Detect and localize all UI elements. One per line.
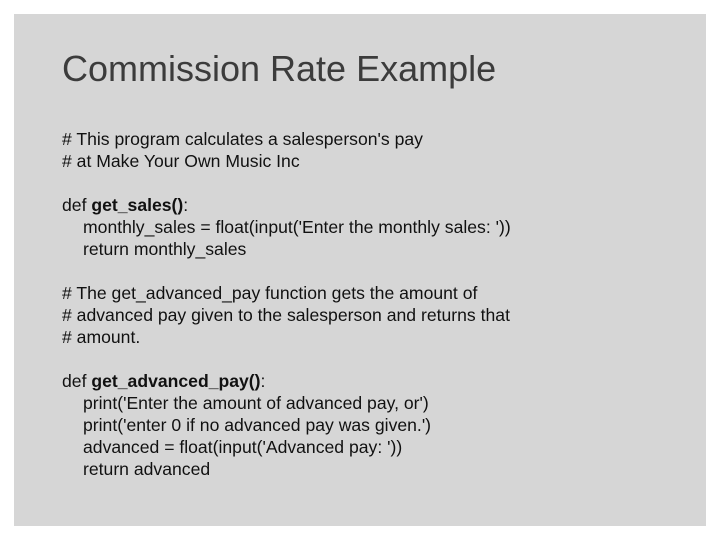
function-definition-line [62, 194, 682, 216]
blank-line [62, 260, 682, 282]
code-comment-line: # This program calculates a salesperson's pay [62, 129, 423, 149]
def-colon: : [183, 195, 189, 215]
code-line: return monthly_sales [83, 239, 247, 259]
slide-title: Commission Rate Example [62, 48, 497, 89]
blank-line [62, 348, 682, 370]
function-definition-line [62, 370, 682, 392]
code-line: advanced = float(input('Advanced pay: ')) [83, 437, 403, 457]
code-line: print('Enter the amount of advanced pay, or') [83, 393, 429, 413]
code-comment-line: # The get_advanced_pay function gets the amount of [62, 283, 478, 303]
code-line: return advanced [83, 459, 211, 479]
code-line: print('enter 0 if no advanced pay was given.') [83, 415, 432, 435]
code-comment-line: # amount. [62, 327, 141, 347]
blank-line [62, 172, 682, 194]
def-keyword: def [62, 371, 92, 391]
def-colon: : [260, 371, 266, 391]
def-keyword: def [62, 195, 92, 215]
function-name: get_advanced_pay() [91, 371, 261, 391]
function-name: get_sales() [91, 195, 184, 215]
code-body [62, 128, 682, 480]
code-line: monthly_sales = float(input('Enter the monthly sales: ')) [83, 217, 511, 237]
code-comment-line: # advanced pay given to the salesperson and returns that [62, 305, 510, 325]
code-comment-line: # at Make Your Own Music Inc [62, 151, 300, 171]
